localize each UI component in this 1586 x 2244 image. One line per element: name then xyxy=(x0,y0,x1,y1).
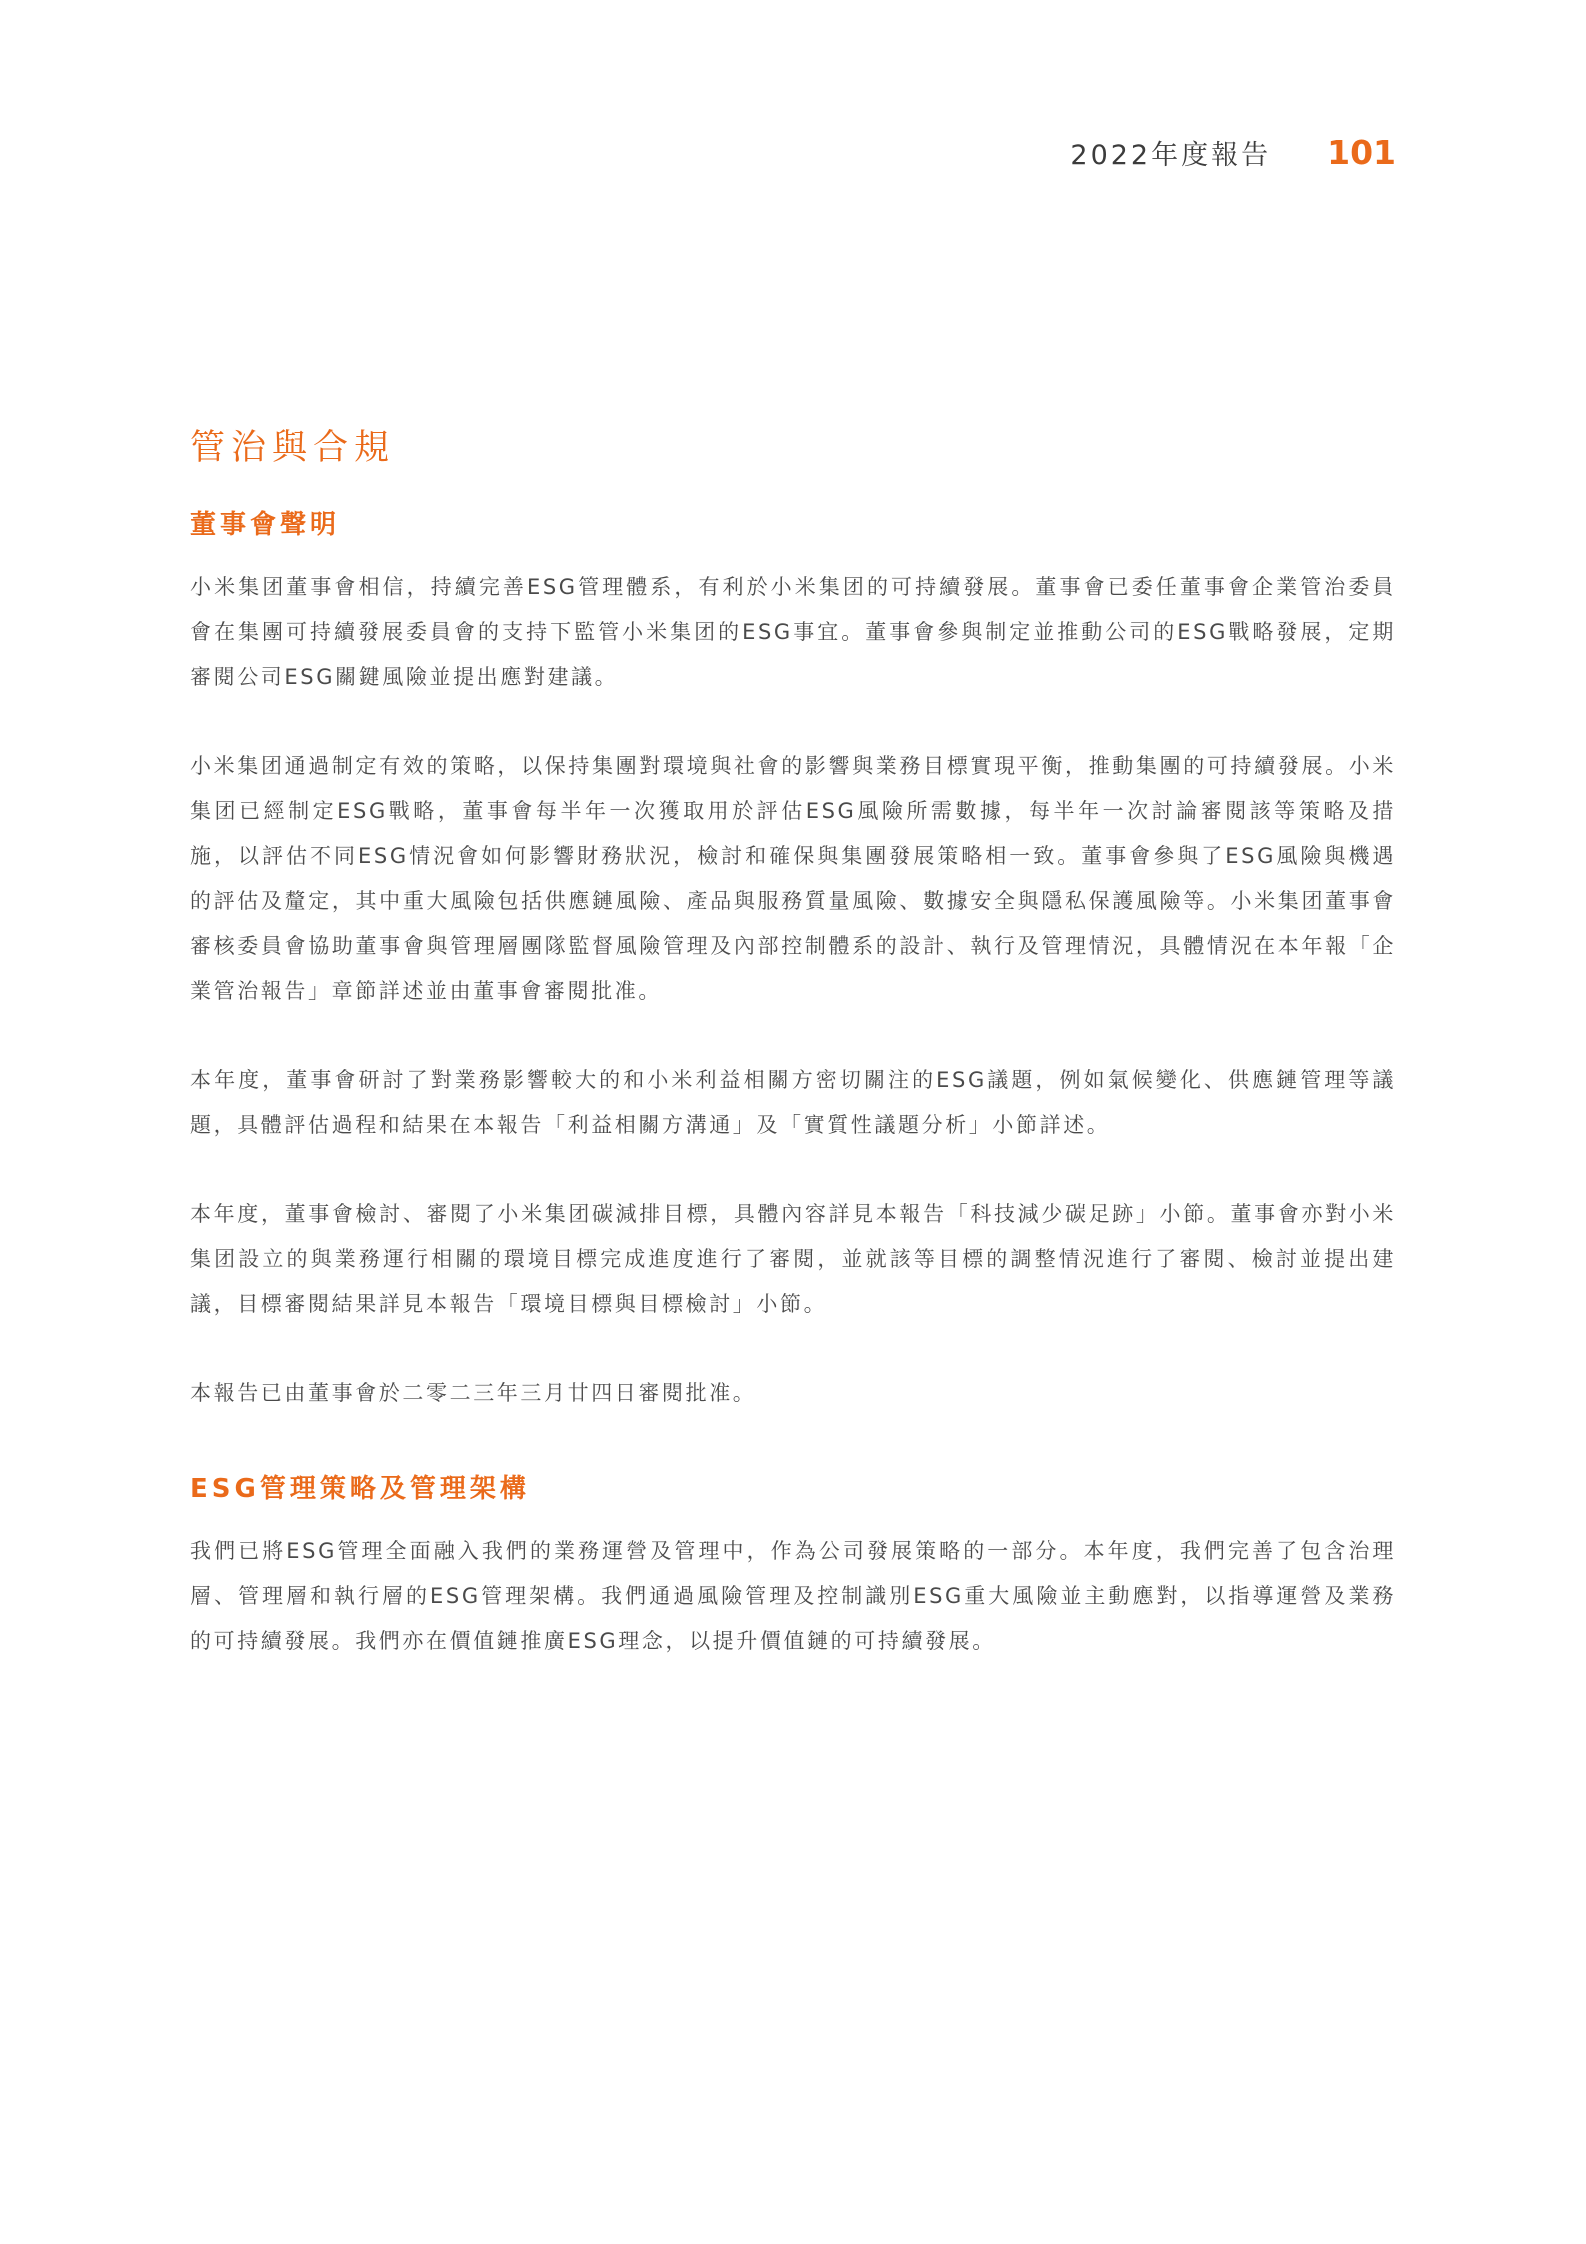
paragraph: 我們已將ESG管理全面融入我們的業務運營及管理中，作為公司發展策略的一部分。本年度，我們完善了包含治理層、管理層和執行層的ESG管理架構。我們通過風險管理及控制識別ESG重大風險並主動應對，以指導運營及業務的可持續發展。我們亦在價值鏈推廣ESG理念，以提升價值鏈的可持續發展。 xyxy=(190,1539,1396,1653)
section-title: 管治與合規 xyxy=(190,428,396,468)
page-content xyxy=(190,420,1396,1708)
paragraph: 本年度，董事會檢討、審閱了小米集团碳減排目標，具體內容詳見本報告「科技減少碳足跡」小節。董事會亦對小米集团設立的與業務運行相關的環境目標完成進度進行了審閱，並就該等目標的調整情況進行了審閱、檢討並提出建議，目標審閱結果詳見本報告「環境目標與目標檢討」小節。 xyxy=(190,1202,1396,1316)
page-number: 101 xyxy=(1327,133,1396,172)
paragraph: 本年度，董事會研討了對業務影響較大的和小米利益相關方密切關注的ESG議題，例如氣候變化、供應鏈管理等議題，具體評估過程和結果在本報告「利益相關方溝通」及「實質性議題分析」小節詳述。 xyxy=(190,1068,1396,1137)
page-header xyxy=(1070,133,1396,172)
esg-strategy-section xyxy=(190,1468,1396,1664)
paragraph: 小米集团通過制定有效的策略，以保持集團對環境與社會的影響與業務目標實現平衡，推動集團的可持續發展。小米集团已經制定ESG戰略，董事會每半年一次獲取用於評估ESG風險所需數據，每半年一次討論審閱該等策略及措施，以評估不同ESG情況會如何影響財務狀況，檢討和確保與集團發展策略相一致。董事會參與了ESG風險與機遇的評估及釐定，其中重大風險包括供應鏈風險、產品與服務質量風險、數據安全與隱私保護風險等。小米集团董事會審核委員會協助董事會與管理層團隊監督風險管理及內部控制體系的設計、執行及管理情況，具體情況在本年報「企業管治報告」章節詳述並由董事會審閱批准。 xyxy=(190,754,1396,1003)
paragraph: 本報告已由董事會於二零二三年三月廿四日審閱批准。 xyxy=(190,1381,757,1405)
esg-strategy-heading: ESG管理策略及管理架構 xyxy=(190,1474,530,1504)
board-statement-section xyxy=(190,504,1396,1416)
report-title: 2022年度報告 xyxy=(1070,140,1272,171)
board-statement-heading: 董事會聲明 xyxy=(190,510,341,540)
paragraph: 小米集团董事會相信，持續完善ESG管理體系，有利於小米集团的可持續發展。董事會已委任董事會企業管治委員會在集團可持續發展委員會的支持下監管小米集团的ESG事宜。董事會參與制定並推動公司的ESG戰略發展，定期審閱公司ESG關鍵風險並提出應對建議。 xyxy=(190,575,1396,689)
